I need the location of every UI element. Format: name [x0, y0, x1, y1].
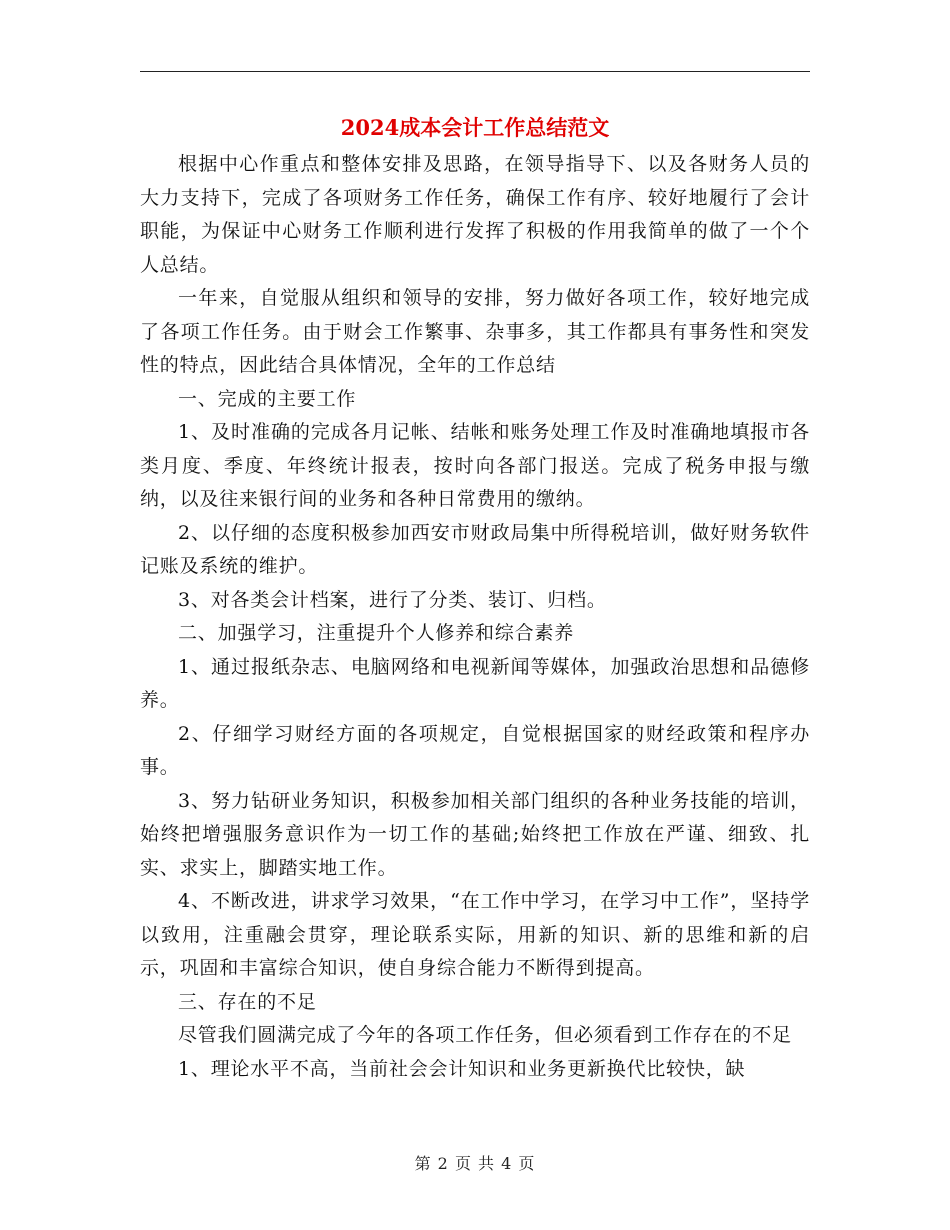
body-paragraph: 根据中心作重点和整体安排及思路，在领导指导下、以及各财务人员的大力支持下，完成了各项财务工作任务，确保工作有序、较好地履行了会计职能，为保证中心财务工作顺利进行发挥了积极的作用我简单的做了一个个人总结。 — [140, 153, 810, 276]
section-heading: 二、加强学习，注重提升个人修养和综合素养 — [178, 622, 575, 644]
body-paragraph: 2、以仔细的态度积极参加西安市财政局集中所得税培训，做好财务软件记账及系统的维护。 — [140, 521, 810, 577]
body-paragraph: 一年来，自觉服从组织和领导的安排，努力做好各项工作，较好地完成了各项工作任务。由于财会工作繁事、杂事多，其工作都具有事务性和突发性的特点，因此结合具体情况，全年的工作总结 — [140, 287, 810, 376]
section-heading: 三、存在的不足 — [178, 990, 317, 1013]
body-paragraph: 1、及时准确的完成各月记帐、结帐和账务处理工作及时准确地填报市各类月度、季度、年终统计报表，按时向各部门报送。完成了税务申报与缴纳，以及往来银行间的业务和各种日常费用的缴纳。 — [140, 421, 810, 510]
document-body — [140, 148, 810, 1086]
body-paragraph: 1、通过报纸杂志、电脑网络和电视新闻等媒体，加强政治思想和品德修养。 — [140, 655, 810, 711]
body-paragraph: 4、不断改进，讲求学习效果，“在工作中学习，在学习中工作”，坚持学以致用，注重融会贯穿，理论联系实际，用新的知识、新的思维和新的启示，巩固和丰富综合知识，使自身综合能力不断得到提高。 — [140, 890, 810, 979]
section-heading: 一、完成的主要工作 — [178, 387, 357, 410]
body-paragraph: 2、仔细学习财经方面的各项规定，自觉根据国家的财经政策和程序办事。 — [140, 722, 810, 778]
body-paragraph: 尽管我们圆满完成了今年的各项工作任务，但必须看到工作存在的不足 — [178, 1024, 792, 1046]
body-paragraph: 3、努力钻研业务知识，积极参加相关部门组织的各种业务技能的培训，始终把增强服务意识作为一切工作的基础;始终把工作放在严谨、细致、扎实、求实上，脚踏实地工作。 — [140, 789, 810, 879]
header-rule — [140, 71, 810, 72]
page-number: 第 2 页 共 4 页 — [414, 1154, 536, 1173]
document-title: 2024成本会计工作总结范文 — [340, 115, 610, 140]
body-paragraph: 3、对各类会计档案，进行了分类、装订、归档。 — [178, 588, 607, 611]
body-paragraph: 1、理论水平不高，当前社会会计知识和业务更新换代比较快，缺 — [178, 1057, 746, 1080]
